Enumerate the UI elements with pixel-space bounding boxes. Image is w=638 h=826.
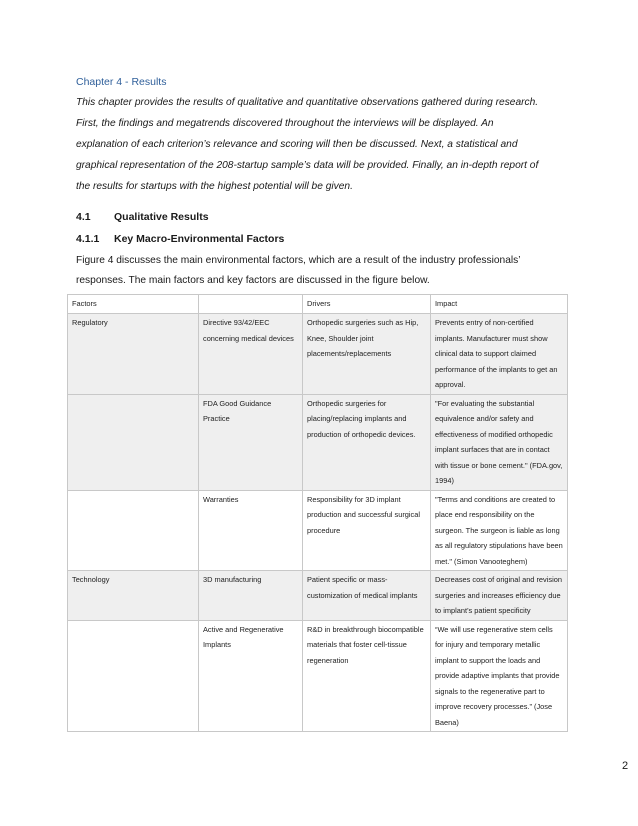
key-factor-cell: FDA Good Guidance Practice [199, 394, 303, 490]
chapter-title: Chapter 4 - Results [76, 76, 167, 88]
intro-line: This chapter provides the results of qualitative and quantitative observations gathered during research. [76, 97, 539, 108]
table-row [68, 571, 568, 621]
intro-line: the results for startups with the highest potential will be given. [76, 181, 353, 192]
chapter-intro [76, 92, 576, 197]
header-key-factor [199, 295, 303, 314]
table-row [68, 620, 568, 732]
impact-cell: Decreases cost of original and revision surgeries and increases efficiency due to implant’s patient specificity [431, 571, 568, 621]
factor-cell: Technology [68, 571, 199, 621]
figure-lead-paragraph [76, 251, 576, 291]
table-row [68, 490, 568, 571]
factor-cell [68, 394, 199, 490]
key-factor-cell: Active and Regenerative Implants [199, 620, 303, 732]
section-number: 4.1 [76, 211, 91, 223]
intro-line: explanation of each criterion’s relevance and scoring will then be discussed. Next, a statistical and [76, 139, 518, 150]
page-number: 2 [622, 760, 629, 772]
driver-cell: Responsibility for 3D implant production and successful surgical procedure [303, 490, 431, 571]
macro-factors-table [67, 294, 568, 732]
impact-cell: “We will use regenerative stem cells for injury and temporary metallic implant to support the loads and provide adaptive implants that provide signals to the regenerative part to improve recovery processes.” (Jose Baena) [431, 620, 568, 732]
intro-line: First, the findings and megatrends discovered throughout the interviews will be displayed. An [76, 118, 494, 129]
header-drivers: Drivers [303, 295, 431, 314]
driver-cell: Orthopedic surgeries for placing/replacing implants and production of orthopedic devices. [303, 394, 431, 490]
lead-line: responses. The main factors and key factors are discussed in the figure below. [76, 275, 430, 286]
header-impact: Impact [431, 295, 568, 314]
table-row [68, 394, 568, 490]
impact-cell: "For evaluating the substantial equivalence and/or safety and effectiveness of modified orthopedic implant surfaces that are in contact with tissue or bone cement." (FDA.gov, 1994) [431, 394, 568, 490]
section-heading-4-1-1 [76, 233, 284, 245]
lead-line: Figure 4 discusses the main environmental factors, which are a result of the industry professionals’ [76, 255, 521, 266]
driver-cell: Orthopedic surgeries such as Hip, Knee, Shoulder joint placements/replacements [303, 314, 431, 395]
driver-cell: Patient specific or mass-customization of medical implants [303, 571, 431, 621]
factor-cell [68, 490, 199, 571]
section-number: 4.1.1 [76, 233, 100, 245]
factor-cell: Regulatory [68, 314, 199, 395]
table-row [68, 314, 568, 395]
impact-cell: "Terms and conditions are created to place end responsibility on the surgeon. The surgeon is liable as long as all regulatory stipulations have been met." (Simon Vanooteghem) [431, 490, 568, 571]
header-factors: Factors [68, 295, 199, 314]
key-factor-cell: 3D manufacturing [199, 571, 303, 621]
key-factor-cell: Directive 93/42/EEC concerning medical devices [199, 314, 303, 395]
table-header-row [68, 295, 568, 314]
driver-cell: R&D in breakthrough biocompatible materials that foster cell-tissue regeneration [303, 620, 431, 732]
intro-line: graphical representation of the 208-startup sample’s data will be provided. Finally, an in-depth report of [76, 160, 539, 171]
section-heading-4-1 [76, 211, 209, 223]
impact-cell: Prevents entry of non-certified implants. Manufacturer must show clinical data to support claimed performance of the implants to get an approval. [431, 314, 568, 395]
factor-cell [68, 620, 199, 732]
section-title: Qualitative Results [114, 211, 209, 223]
section-title: Key Macro-Environmental Factors [114, 233, 285, 245]
key-factor-cell: Warranties [199, 490, 303, 571]
